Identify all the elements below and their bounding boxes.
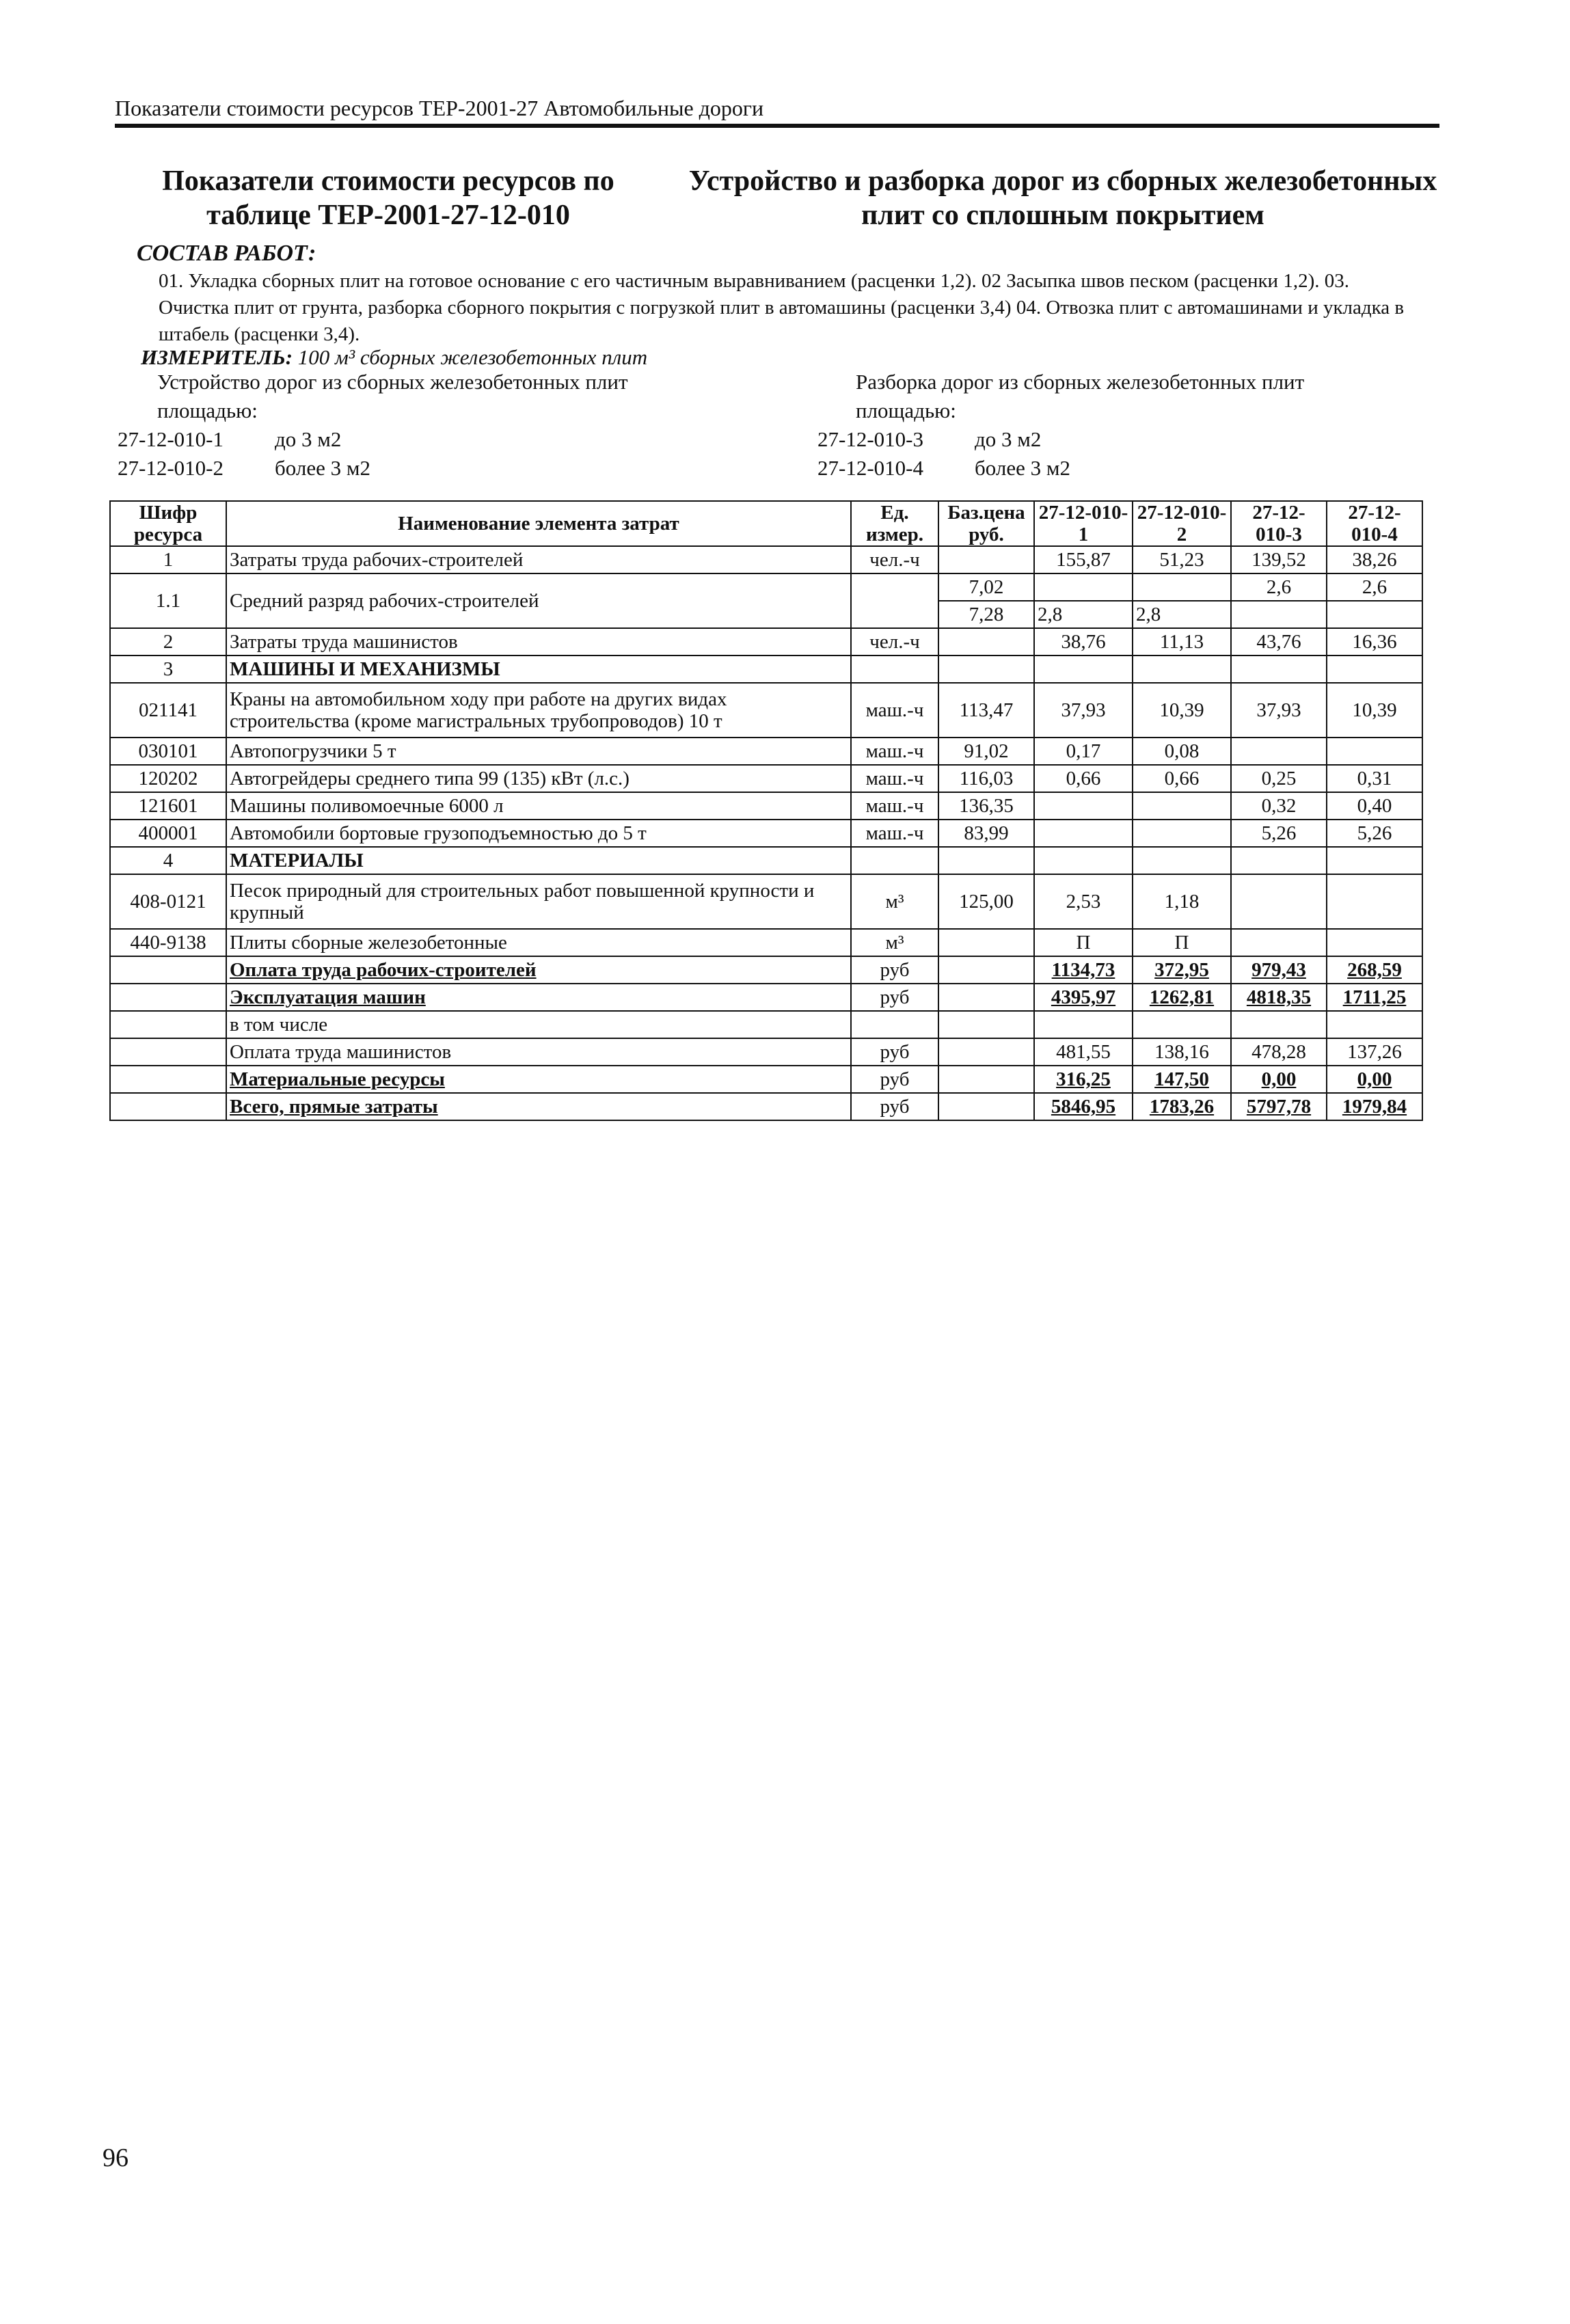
cell-name: Краны на автомобильном ходу при работе на других видах строительства (кроме магистральных трубопроводов) 10 т <box>226 683 851 738</box>
left-item-text: более 3 м2 <box>275 456 370 480</box>
summary-name: в том числе <box>226 1011 851 1038</box>
right-block <box>856 368 1304 425</box>
right-item-2 <box>817 454 1070 483</box>
right-item-text: до 3 м2 <box>975 427 1042 451</box>
cell-price: 83,99 <box>938 820 1034 847</box>
cell-empty <box>110 984 226 1011</box>
cell-v3: 5,26 <box>1231 820 1327 847</box>
cell-v4: 16,36 <box>1327 628 1422 656</box>
header-col2: 27-12-010-2 <box>1133 501 1231 546</box>
cell-v4 <box>1327 874 1422 929</box>
right-item-1 <box>817 425 1070 454</box>
summary-v2 <box>1133 1011 1231 1038</box>
cell-empty <box>1133 656 1231 683</box>
summary-v4: 1979,84 <box>1327 1093 1422 1120</box>
cell-code: 021141 <box>110 683 226 738</box>
cell-v1: 38,76 <box>1034 628 1133 656</box>
izmeritel-value: 100 м³ сборных железобетонных плит <box>297 345 648 369</box>
cell-v4 <box>1327 601 1422 628</box>
summary-name: Материальные ресурсы <box>226 1066 851 1093</box>
cell-name: Затраты труда рабочих-строителей <box>226 546 851 573</box>
table-row <box>110 628 1422 656</box>
cell-empty <box>1327 847 1422 874</box>
summary-v1: 316,25 <box>1034 1066 1133 1093</box>
cell-name: Плиты сборные железобетонные <box>226 929 851 956</box>
cell-name: Автопогрузчики 5 т <box>226 738 851 765</box>
cell-name: Автогрейдеры среднего типа 99 (135) кВт (л.с.) <box>226 765 851 792</box>
cell-unit: м³ <box>851 874 938 929</box>
cell-code: 4 <box>110 847 226 874</box>
summary-v2: 1262,81 <box>1133 984 1231 1011</box>
cell-v3 <box>1231 874 1327 929</box>
summary-v2: 138,16 <box>1133 1038 1231 1066</box>
cell-v3: 43,76 <box>1231 628 1327 656</box>
summary-unit: руб <box>851 984 938 1011</box>
cell-v3: 37,93 <box>1231 683 1327 738</box>
summary-row <box>110 984 1422 1011</box>
izmeritel <box>141 345 647 370</box>
cell-v3: 139,52 <box>1231 546 1327 573</box>
sostav-text: 01. Укладка сборных плит на готовое основание с его частичным выравниванием (расценки 1,2). 02 Засыпка швов песком (расценки 1,2). 03. Очистка плит от грунта, разборка сборного покрытия с погрузкой плит в автомашины (расценки 3,4) 04. Отвозка плит с автомашинами и укладка в штабель (расценки 3,4). <box>159 270 1405 345</box>
cell-v1: 2,8 <box>1034 601 1133 628</box>
cell-v1: 0,17 <box>1034 738 1133 765</box>
cell-empty <box>1133 847 1231 874</box>
cell-v4: 5,26 <box>1327 820 1422 847</box>
summary-v2: 147,50 <box>1133 1066 1231 1093</box>
cell-name: МАШИНЫ И МЕХАНИЗМЫ <box>226 656 851 683</box>
cell-empty <box>938 984 1034 1011</box>
cell-v2: 0,08 <box>1133 738 1231 765</box>
running-header: Показатели стоимости ресурсов ТЕР-2001-27 Автомобильные дороги <box>115 96 1439 128</box>
cell-v2: 2,8 <box>1133 601 1231 628</box>
summary-v2: 372,95 <box>1133 956 1231 984</box>
cell-price: 113,47 <box>938 683 1034 738</box>
summary-v4: 268,59 <box>1327 956 1422 984</box>
table-row <box>110 738 1422 765</box>
summary-v3: 0,00 <box>1231 1066 1327 1093</box>
left-item-code: 27-12-010-2 <box>118 456 224 480</box>
cell-v1 <box>1034 792 1133 820</box>
cell-name: Песок природный для строительных работ повышенной крупности и крупный <box>226 874 851 929</box>
cell-empty <box>938 1066 1034 1093</box>
cell-empty <box>1231 656 1327 683</box>
table-section-row <box>110 847 1422 874</box>
summary-unit <box>851 1011 938 1038</box>
summary-v1: 4395,97 <box>1034 984 1133 1011</box>
cell-unit: чел.-ч <box>851 628 938 656</box>
cell-empty <box>1034 656 1133 683</box>
cell-unit: маш.-ч <box>851 683 938 738</box>
page-number: 96 <box>103 2144 128 2172</box>
cell-v2 <box>1133 792 1231 820</box>
cell-v3 <box>1231 601 1327 628</box>
cell-v4: 38,26 <box>1327 546 1422 573</box>
header-code: Шифр ресурса <box>110 501 226 546</box>
cell-v4: 10,39 <box>1327 683 1422 738</box>
summary-v4 <box>1327 1011 1422 1038</box>
summary-unit: руб <box>851 1093 938 1120</box>
cell-price: 125,00 <box>938 874 1034 929</box>
cell-code: 400001 <box>110 820 226 847</box>
cell-empty <box>938 956 1034 984</box>
izmeritel-label: ИЗМЕРИТЕЛЬ: <box>141 345 293 369</box>
right-item-code: 27-12-010-4 <box>817 456 923 480</box>
cell-v4: 0,31 <box>1327 765 1422 792</box>
right-item-text: более 3 м2 <box>975 456 1070 480</box>
cell-v1: 155,87 <box>1034 546 1133 573</box>
cell-empty <box>110 1093 226 1120</box>
cell-v1: 0,66 <box>1034 765 1133 792</box>
cell-empty <box>938 847 1034 874</box>
table-row <box>110 546 1422 573</box>
cell-v2: 0,66 <box>1133 765 1231 792</box>
cell-empty <box>110 1011 226 1038</box>
cell-v2: 10,39 <box>1133 683 1231 738</box>
summary-v3: 979,43 <box>1231 956 1327 984</box>
header-price: Баз.цена руб. <box>938 501 1034 546</box>
cell-code: 2 <box>110 628 226 656</box>
cell-empty <box>110 956 226 984</box>
cell-v3 <box>1231 738 1327 765</box>
summary-v3: 4818,35 <box>1231 984 1327 1011</box>
cell-empty <box>110 1038 226 1066</box>
summary-v3 <box>1231 1011 1327 1038</box>
sostav-label: СОСТАВ РАБОТ: <box>137 241 316 266</box>
summary-v1: 1134,73 <box>1034 956 1133 984</box>
cell-empty <box>938 1038 1034 1066</box>
right-block-heading2: площадью: <box>856 398 956 422</box>
cell-code: 1 <box>110 546 226 573</box>
table-row <box>110 573 1422 601</box>
cell-code: 3 <box>110 656 226 683</box>
summary-v1: 481,55 <box>1034 1038 1133 1066</box>
summary-row <box>110 1066 1422 1093</box>
cell-name: Средний разряд рабочих-строителей <box>226 573 851 628</box>
cell-v1 <box>1034 573 1133 601</box>
summary-v4: 137,26 <box>1327 1038 1422 1066</box>
title-right: Устройство и разборка дорог из сборных железобетонных плит со сплошным покрытием <box>688 165 1437 231</box>
left-block <box>157 368 628 425</box>
cell-empty <box>938 1011 1034 1038</box>
resource-table <box>109 500 1423 1121</box>
header-col1: 27-12-010-1 <box>1034 501 1133 546</box>
cell-v2 <box>1133 573 1231 601</box>
cell-v4: 0,40 <box>1327 792 1422 820</box>
cell-v4 <box>1327 738 1422 765</box>
left-item-text: до 3 м2 <box>275 427 342 451</box>
summary-unit: руб <box>851 956 938 984</box>
header-col3: 27-12-010-3 <box>1231 501 1327 546</box>
cell-empty <box>110 1066 226 1093</box>
cell-v3: 0,32 <box>1231 792 1327 820</box>
cell-code: 1.1 <box>110 573 226 628</box>
cell-unit: маш.-ч <box>851 792 938 820</box>
cell-code: 440-9138 <box>110 929 226 956</box>
cell-price <box>938 929 1034 956</box>
cell-v1: 2,53 <box>1034 874 1133 929</box>
cell-unit: маш.-ч <box>851 765 938 792</box>
cell-price: 7,02 <box>938 573 1034 601</box>
summary-row <box>110 1093 1422 1120</box>
cell-empty <box>1034 847 1133 874</box>
cell-v4 <box>1327 929 1422 956</box>
summary-name: Эксплуатация машин <box>226 984 851 1011</box>
cell-code: 121601 <box>110 792 226 820</box>
left-item-2 <box>118 454 370 483</box>
right-block-items <box>817 425 1070 483</box>
cell-unit: маш.-ч <box>851 820 938 847</box>
cell-code: 120202 <box>110 765 226 792</box>
summary-v4: 0,00 <box>1327 1066 1422 1093</box>
cell-v2: П <box>1133 929 1231 956</box>
table-row <box>110 765 1422 792</box>
cell-code: 408-0121 <box>110 874 226 929</box>
summary-name: Оплата труда машинистов <box>226 1038 851 1066</box>
summary-row <box>110 1038 1422 1066</box>
cell-price: 7,28 <box>938 601 1034 628</box>
cell-v2 <box>1133 820 1231 847</box>
cell-name: МАТЕРИАЛЫ <box>226 847 851 874</box>
table-header-row <box>110 501 1422 546</box>
cell-v1: П <box>1034 929 1133 956</box>
left-item-1 <box>118 425 370 454</box>
cell-v4: 2,6 <box>1327 573 1422 601</box>
header-name: Наименование элемента затрат <box>226 501 851 546</box>
left-block-heading1: Устройство дорог из сборных железобетонных плит <box>157 370 628 394</box>
summary-unit: руб <box>851 1066 938 1093</box>
cell-price: 136,35 <box>938 792 1034 820</box>
cell-empty <box>851 847 938 874</box>
left-block-heading2: площадью: <box>157 398 258 422</box>
summary-unit: руб <box>851 1038 938 1066</box>
cell-v3: 2,6 <box>1231 573 1327 601</box>
table-section-row <box>110 656 1422 683</box>
cell-code: 030101 <box>110 738 226 765</box>
cell-empty <box>938 1093 1034 1120</box>
cell-unit: чел.-ч <box>851 546 938 573</box>
cell-v1 <box>1034 820 1133 847</box>
right-block-heading1: Разборка дорог из сборных железобетонных плит <box>856 370 1305 394</box>
cell-price: 116,03 <box>938 765 1034 792</box>
summary-v3: 5797,78 <box>1231 1093 1327 1120</box>
cell-name: Автомобили бортовые грузоподъемностью до 5 т <box>226 820 851 847</box>
cell-price <box>938 546 1034 573</box>
cell-price <box>938 628 1034 656</box>
header-col4: 27-12-010-4 <box>1327 501 1422 546</box>
table-row <box>110 874 1422 929</box>
right-item-code: 27-12-010-3 <box>817 427 923 451</box>
cell-v1: 37,93 <box>1034 683 1133 738</box>
table-row <box>110 792 1422 820</box>
cell-v3 <box>1231 929 1327 956</box>
summary-name: Всего, прямые затраты <box>226 1093 851 1120</box>
cell-v2: 11,13 <box>1133 628 1231 656</box>
table-row <box>110 683 1422 738</box>
summary-v1: 5846,95 <box>1034 1093 1133 1120</box>
cell-price: 91,02 <box>938 738 1034 765</box>
cell-v2: 1,18 <box>1133 874 1231 929</box>
cell-empty <box>1327 656 1422 683</box>
cell-unit: м³ <box>851 929 938 956</box>
summary-row <box>110 956 1422 984</box>
left-item-code: 27-12-010-1 <box>118 427 224 451</box>
title-left: Показатели стоимости ресурсов по таблице ТЕР-2001-27-12-010 <box>162 165 614 231</box>
cell-empty <box>1231 847 1327 874</box>
header-unit: Ед. измер. <box>851 501 938 546</box>
cell-unit <box>851 573 938 628</box>
cell-empty <box>851 656 938 683</box>
summary-v4: 1711,25 <box>1327 984 1422 1011</box>
summary-v2: 1783,26 <box>1133 1093 1231 1120</box>
left-block-items <box>118 425 370 483</box>
cell-name: Машины поливомоечные 6000 л <box>226 792 851 820</box>
cell-name: Затраты труда машинистов <box>226 628 851 656</box>
table-row <box>110 820 1422 847</box>
cell-empty <box>938 656 1034 683</box>
summary-name: Оплата труда рабочих-строителей <box>226 956 851 984</box>
cell-v2: 51,23 <box>1133 546 1231 573</box>
cell-v3: 0,25 <box>1231 765 1327 792</box>
summary-row <box>110 1011 1422 1038</box>
cell-unit: маш.-ч <box>851 738 938 765</box>
summary-v1 <box>1034 1011 1133 1038</box>
table-row <box>110 929 1422 956</box>
summary-v3: 478,28 <box>1231 1038 1327 1066</box>
